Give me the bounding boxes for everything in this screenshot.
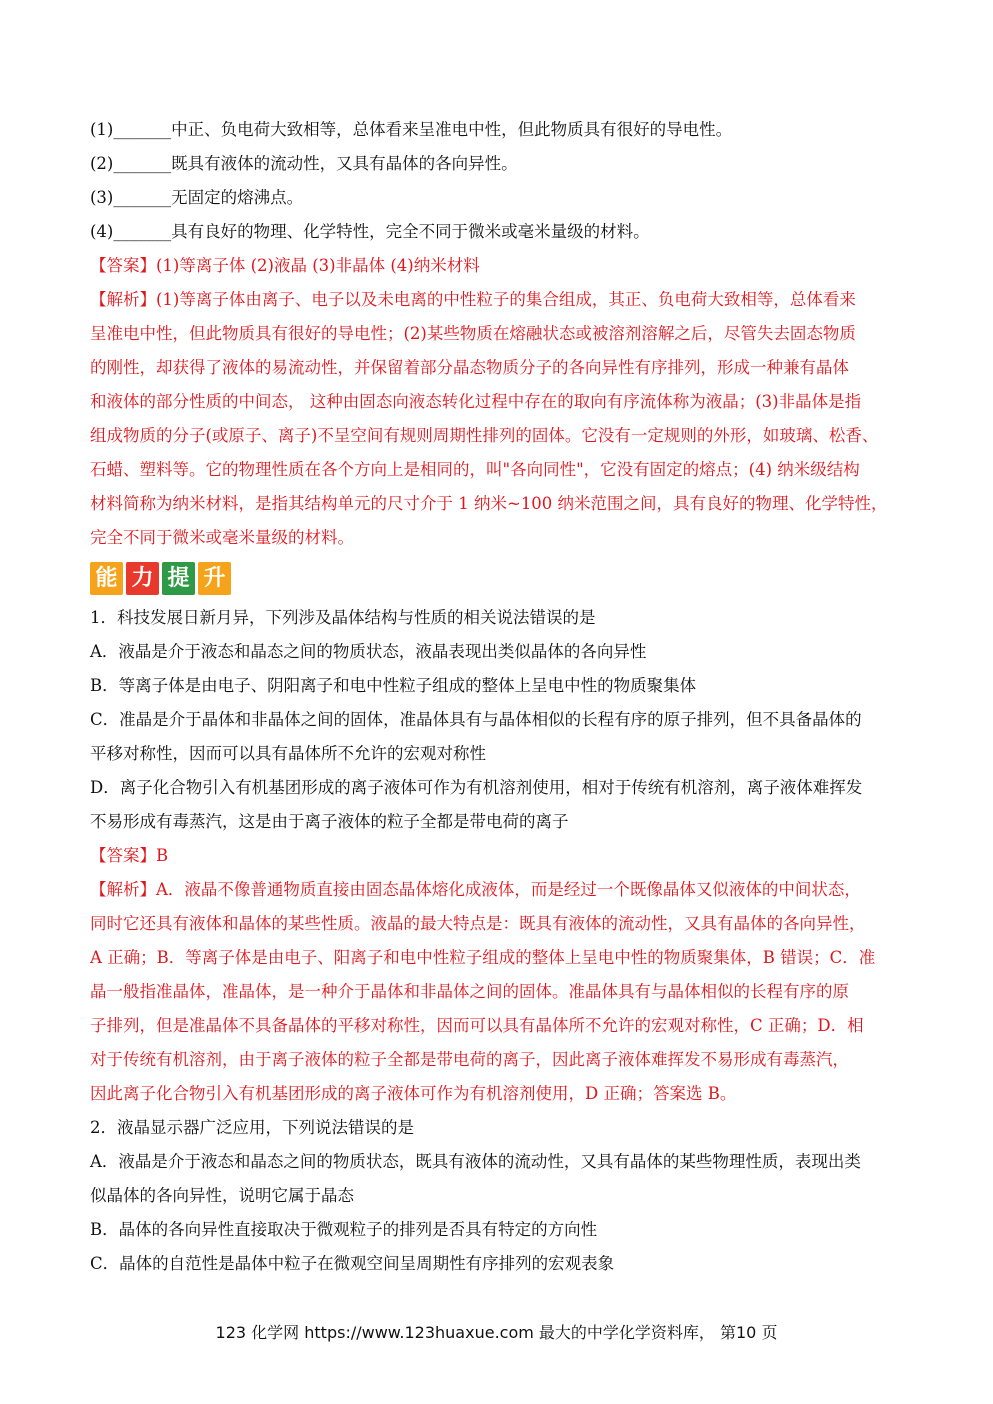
analysis-line: 组成物质的分子(或原子、离子)不呈空间有规则周期性排列的固体。它没有一定规则的外形，如玻璃、松香、 (90, 426, 879, 445)
analysis-line: 子排列，但是准晶体不具备晶体的平移对称性，因而可以具有晶体所不允许的宏观对称性，C 正确；D．相 (90, 1016, 864, 1035)
analysis-line: 因此离子化合物引入有机基团形成的离子液体可作为有机溶剂使用，D 正确；答案选 B。 (90, 1084, 737, 1103)
analysis-line: A 正确；B．等离子体是由电子、阳离子和电中性粒子组成的整体上呈电中性的物质聚集体，B 错误；C．准 (90, 948, 876, 967)
section-heading-badge (90, 562, 231, 595)
question-option: B．等离子体是由电子、阴阳离子和电中性粒子组成的整体上呈电中性的物质聚集体 (90, 676, 697, 695)
analysis-line: 同时它还具有液体和晶体的某些性质。液晶的最大特点是：既具有液体的流动性，又具有晶体的各向异性， (90, 914, 866, 933)
analysis-line: 【解析】A．液晶不像普通物质直接由固态晶体熔化成液体，而是经过一个既像晶体又似液体的中间状态， (90, 880, 861, 899)
analysis-line: 石蜡、塑料等。它的物理性质在各个方向上是相同的，叫"各向同性"，它没有固定的熔点；(4) 纳米级结构 (90, 460, 860, 479)
question-option: D．离子化合物引入有机基团形成的离子液体可作为有机溶剂使用，相对于传统有机溶剂，离子液体难挥发 (90, 778, 863, 797)
question-item: (1)_______中正、负电荷大致相等，总体看来呈准电中性，但此物质具有很好的导电性。 (90, 120, 733, 139)
question-item: (4)_______具有良好的物理、化学特性，完全不同于微米或毫米量级的材料。 (90, 222, 650, 241)
question-option: B．晶体的各向异性直接取决于微观粒子的排列是否具有特定的方向性 (90, 1220, 598, 1239)
question-option: 不易形成有毒蒸汽，这是由于离子液体的粒子全都是带电荷的离子 (90, 812, 569, 831)
question-stem: 2．液晶显示器广泛应用，下列说法错误的是 (90, 1118, 414, 1137)
analysis-line: 完全不同于微米或毫米量级的材料。 (90, 528, 354, 547)
badge-char: 能 (90, 562, 123, 595)
question-option: C．晶体的自范性是晶体中粒子在微观空间呈周期性有序排列的宏观表象 (90, 1254, 615, 1273)
analysis-line: 对于传统有机溶剂，由于离子液体的粒子全都是带电荷的离子，因此离子液体难挥发不易形成有毒蒸汽， (90, 1050, 849, 1069)
question-option: 平移对称性，因而可以具有晶体所不允许的宏观对称性 (90, 744, 486, 763)
analysis-line: 和液体的部分性质的中间态， 这种由固态向液态转化过程中存在的取向有序流体称为液晶；(3)非晶体是指 (90, 392, 862, 411)
question-stem: 1．科技发展日新月异，下列涉及晶体结构与性质的相关说法错误的是 (90, 608, 596, 627)
answer-line: 【答案】B (90, 846, 169, 865)
question-option: C．准晶是介于晶体和非晶体之间的固体，准晶体具有与晶体相似的长程有序的原子排列，但不具备晶体的 (90, 710, 862, 729)
analysis-line: 呈准电中性，但此物质具有很好的导电性；(2)某些物质在熔融状态或被溶剂溶解之后，尽管失去固态物质 (90, 324, 856, 343)
question-option: A．液晶是介于液态和晶态之间的物质状态，液晶表现出类似晶体的各向异性 (90, 642, 647, 661)
question-item: (3)_______无固定的熔沸点。 (90, 188, 304, 207)
question-option: A．液晶是介于液态和晶态之间的物质状态，既具有液体的流动性，又具有晶体的某些物理性质，表现出类 (90, 1152, 861, 1171)
analysis-line: 晶一般指准晶体，准晶体，是一种介于晶体和非晶体之间的固体。准晶体具有与晶体相似的长程有序的原 (90, 982, 849, 1001)
answer-line: 【答案】(1)等离子体 (2)液晶 (3)非晶体 (4)纳米材料 (90, 256, 480, 275)
question-option: 似晶体的各向异性，说明它属于晶态 (90, 1186, 354, 1205)
page-footer: 123 化学网 https://www.123huaxue.com 最大的中学化学资料库， 第10 页 (215, 1323, 778, 1342)
analysis-line: 【解析】(1)等离子体由离子、电子以及未电离的中性粒子的集合组成，其正、负电荷大致相等，总体看来 (90, 290, 856, 309)
badge-char: 升 (198, 562, 231, 595)
analysis-line: 材料简称为纳米材料，是指其结构单元的尺寸介于 1 纳米~100 纳米范围之间，具有良好的物理、化学特性， (90, 494, 888, 513)
badge-char: 提 (162, 562, 195, 595)
question-item: (2)_______既具有液体的流动性，又具有晶体的各向异性。 (90, 154, 518, 173)
analysis-line: 的刚性，却获得了液体的易流动性，并保留着部分晶态物质分子的各向异性有序排列，形成一种兼有晶体 (90, 358, 849, 377)
badge-char: 力 (126, 562, 159, 595)
